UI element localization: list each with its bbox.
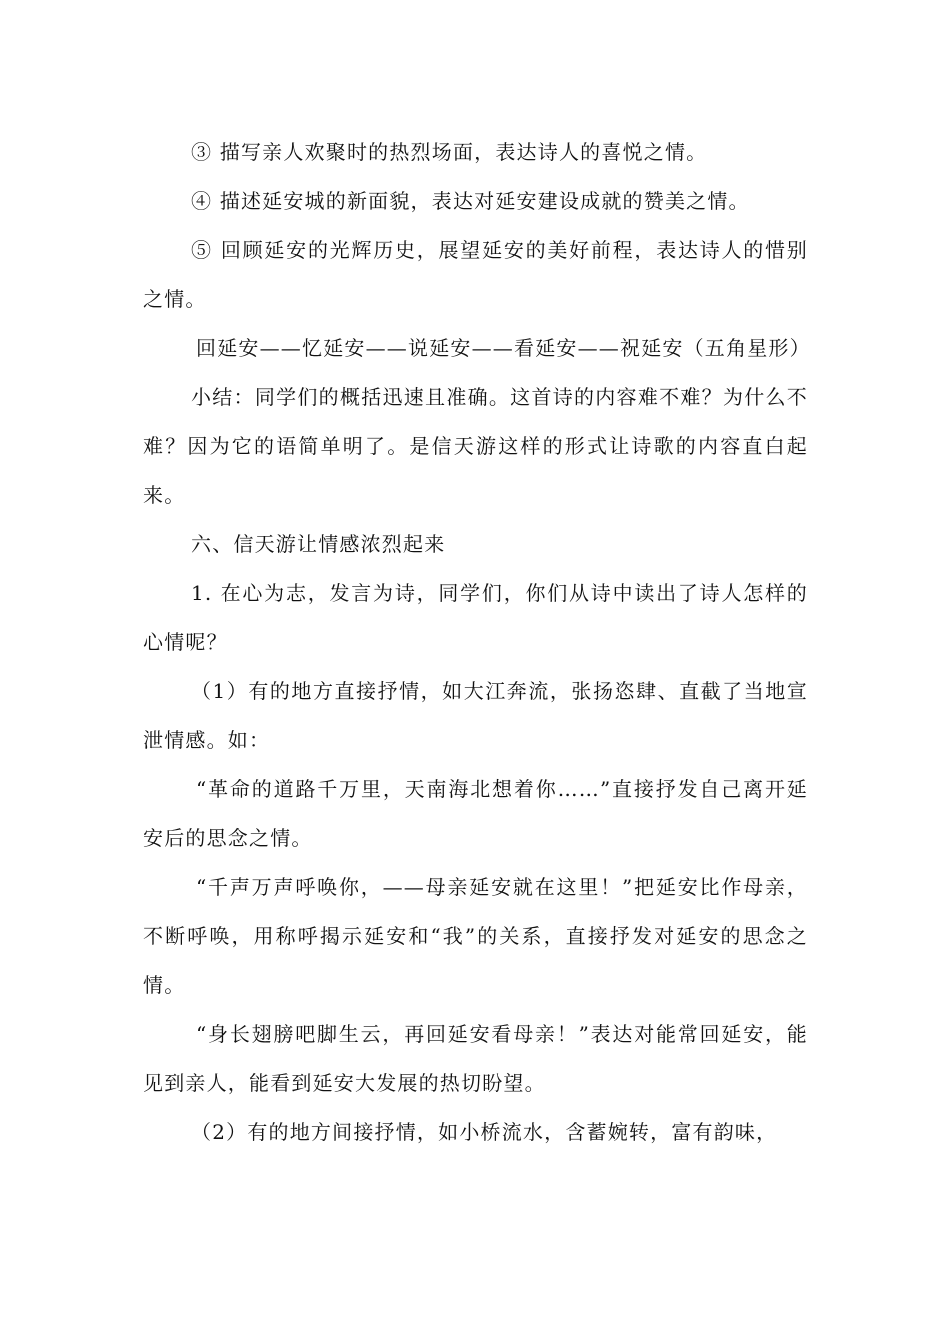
paragraph-summary: 小结：同学们的概括迅速且准确。这首诗的内容难不难？为什么不难？因为它的语简单明了。是信天游这样的形式让诗歌的内容直白起来。 xyxy=(143,385,808,507)
paragraph-direct-lyric: （1）有的地方直接抒情，如大江奔流，张扬恣肆、直截了当地宣泄情感。如： xyxy=(143,679,808,752)
paragraph-point-4: ④ 描述延安城的新面貌，表达对延安建设成就的赞美之情。 xyxy=(191,189,750,213)
paragraph-indirect-lyric: （2）有的地方间接抒情，如小桥流水，含蓄婉转，富有韵味， xyxy=(191,1120,778,1144)
document-body xyxy=(143,128,811,1157)
paragraph-point-5: ⑤ 回顾延安的光辉历史，展望延安的美好前程，表达诗人的惜别之情。 xyxy=(143,238,808,311)
paragraph-question-1: 1. 在心为志，发言为诗，同学们，你们从诗中读出了诗人怎样的心情呢？ xyxy=(143,581,808,654)
paragraph-quote-1: “革命的道路千万里，天南海北想着你……”直接抒发自己离开延安后的思念之情。 xyxy=(143,777,808,850)
paragraph-point-3: ③ 描写亲人欢聚时的热烈场面，表达诗人的喜悦之情。 xyxy=(191,140,708,164)
paragraph-quote-2: “千声万声呼唤你，——母亲延安就在这里！”把延安比作母亲，不断呼唤，用称呼揭示延安和“我”的关系，直接抒发对延安的思念之情。 xyxy=(143,875,808,997)
paragraph-structure-summary: 回延安——忆延安——说延安——看延安——祝延安（五角星形） xyxy=(196,336,811,360)
paragraph-quote-3: “身长翅膀吧脚生云，再回延安看母亲！”表达对能常回延安，能见到亲人，能看到延安大发展的热切盼望。 xyxy=(143,1022,808,1095)
section-heading-6: 六、信天游让情感浓烈起来 xyxy=(191,532,446,556)
